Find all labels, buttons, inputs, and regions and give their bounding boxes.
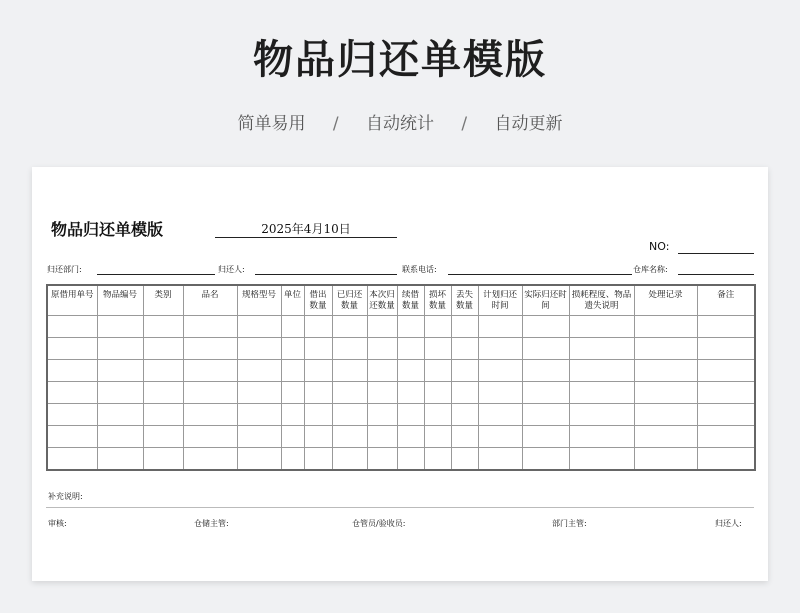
- table-cell[interactable]: [424, 382, 451, 404]
- table-cell[interactable]: [183, 360, 237, 382]
- table-cell[interactable]: [478, 382, 522, 404]
- table-cell[interactable]: [697, 448, 755, 471]
- table-cell[interactable]: [424, 316, 451, 338]
- table-cell[interactable]: [569, 360, 634, 382]
- col-category: 类别: [143, 285, 183, 316]
- table-cell[interactable]: [367, 360, 397, 382]
- table-cell[interactable]: [451, 448, 478, 471]
- table-cell[interactable]: [367, 338, 397, 360]
- table-cell[interactable]: [47, 382, 97, 404]
- table-cell[interactable]: [332, 360, 367, 382]
- table-cell[interactable]: [183, 448, 237, 471]
- table-cell[interactable]: [697, 360, 755, 382]
- table-cell[interactable]: [97, 448, 143, 471]
- table-cell[interactable]: [332, 426, 367, 448]
- table-cell[interactable]: [634, 316, 697, 338]
- table-cell[interactable]: [424, 426, 451, 448]
- warehouse-label: 仓库名称:: [633, 265, 668, 274]
- col-lost-qty: 丢失数量: [451, 285, 478, 316]
- table-cell[interactable]: [522, 382, 569, 404]
- table-cell[interactable]: [634, 448, 697, 471]
- keeper-label: 仓管员/验收员:: [352, 519, 406, 528]
- table-cell[interactable]: [478, 426, 522, 448]
- returner-field: [255, 274, 397, 275]
- table-cell[interactable]: [183, 404, 237, 426]
- dept-manager-label: 部门主管:: [552, 519, 587, 528]
- table-cell[interactable]: [47, 426, 97, 448]
- table-cell[interactable]: [143, 382, 183, 404]
- table-cell[interactable]: [281, 316, 304, 338]
- col-item-name: 品名: [183, 285, 237, 316]
- table-cell[interactable]: [143, 426, 183, 448]
- number-field: [678, 253, 754, 254]
- table-cell[interactable]: [424, 448, 451, 471]
- number-label: NO:: [649, 240, 670, 253]
- table-cell[interactable]: [424, 360, 451, 382]
- table-cell[interactable]: [569, 338, 634, 360]
- col-spec: 规格型号: [237, 285, 281, 316]
- returner-label: 归还人:: [218, 265, 245, 274]
- table-cell[interactable]: [304, 360, 332, 382]
- table-cell[interactable]: [367, 448, 397, 471]
- separator: /: [461, 114, 468, 134]
- table-cell[interactable]: [478, 360, 522, 382]
- table-row: [47, 404, 755, 426]
- table-cell[interactable]: [451, 382, 478, 404]
- table-cell[interactable]: [478, 404, 522, 426]
- table-cell[interactable]: [451, 316, 478, 338]
- table-cell[interactable]: [634, 338, 697, 360]
- table-cell[interactable]: [367, 404, 397, 426]
- table-header-row: [47, 285, 755, 316]
- table-cell[interactable]: [183, 382, 237, 404]
- warehouse-manager-label: 仓储主管:: [194, 519, 229, 528]
- signature-returner-label: 归还人:: [715, 519, 742, 528]
- table-cell[interactable]: [424, 338, 451, 360]
- table-cell[interactable]: [397, 338, 424, 360]
- table-cell[interactable]: [522, 426, 569, 448]
- table-cell[interactable]: [237, 360, 281, 382]
- col-loss-note: 损耗程度、物品遗失说明: [569, 285, 634, 316]
- table-row: [47, 360, 755, 382]
- col-orig-borrow-no: 原借用单号: [47, 285, 97, 316]
- table-cell[interactable]: [569, 404, 634, 426]
- table-cell[interactable]: [304, 448, 332, 471]
- form-sheet: [32, 167, 768, 581]
- table-cell[interactable]: [367, 426, 397, 448]
- warehouse-field: [678, 274, 754, 275]
- table-cell[interactable]: [697, 426, 755, 448]
- table-cell[interactable]: [397, 448, 424, 471]
- phone-field: [448, 274, 632, 275]
- table-cell[interactable]: [332, 448, 367, 471]
- col-renew-qty: 续借数量: [397, 285, 424, 316]
- table-cell[interactable]: [478, 448, 522, 471]
- review-label: 审核:: [48, 519, 67, 528]
- table-cell[interactable]: [634, 404, 697, 426]
- table-cell[interactable]: [569, 316, 634, 338]
- table-cell[interactable]: [47, 404, 97, 426]
- table-cell[interactable]: [569, 448, 634, 471]
- table-cell[interactable]: [304, 404, 332, 426]
- table-cell[interactable]: [697, 404, 755, 426]
- table-cell[interactable]: [397, 426, 424, 448]
- table-cell[interactable]: [237, 338, 281, 360]
- table-cell[interactable]: [697, 382, 755, 404]
- items-table: [46, 284, 756, 471]
- table-row: [47, 448, 755, 471]
- page-title: 物品归还单模版: [253, 37, 547, 83]
- table-cell[interactable]: [478, 316, 522, 338]
- table-cell[interactable]: [143, 404, 183, 426]
- table-cell[interactable]: [97, 426, 143, 448]
- table-cell[interactable]: [143, 448, 183, 471]
- table-cell[interactable]: [143, 360, 183, 382]
- table-cell[interactable]: [97, 360, 143, 382]
- table-cell[interactable]: [451, 404, 478, 426]
- col-item-no: 物品编号: [97, 285, 143, 316]
- col-damaged-qty: 损坏数量: [424, 285, 451, 316]
- table-body: [47, 316, 755, 471]
- table-cell[interactable]: [97, 338, 143, 360]
- table-cell[interactable]: [281, 404, 304, 426]
- table-row: [47, 316, 755, 338]
- table-cell[interactable]: [183, 338, 237, 360]
- table-cell[interactable]: [332, 316, 367, 338]
- table-cell[interactable]: [397, 404, 424, 426]
- col-remarks: 备注: [697, 285, 755, 316]
- table-cell[interactable]: [281, 338, 304, 360]
- table-cell[interactable]: [97, 382, 143, 404]
- table-cell[interactable]: [522, 404, 569, 426]
- table-row: [47, 382, 755, 404]
- col-lent-qty: 借出数量: [304, 285, 332, 316]
- table-cell[interactable]: [367, 316, 397, 338]
- table-cell[interactable]: [634, 360, 697, 382]
- table-cell[interactable]: [332, 382, 367, 404]
- table-cell[interactable]: [237, 426, 281, 448]
- col-handling-record: 处理记录: [634, 285, 697, 316]
- supplement-label: 补充说明:: [48, 492, 83, 501]
- date-field: 2025年4月10日: [215, 221, 397, 238]
- col-this-return-qty: 本次归还数量: [367, 285, 397, 316]
- separator: /: [332, 114, 339, 134]
- table-cell[interactable]: [569, 426, 634, 448]
- table-cell[interactable]: [304, 382, 332, 404]
- table-cell[interactable]: [451, 360, 478, 382]
- form-title: 物品归还单模版: [51, 220, 164, 239]
- table-cell[interactable]: [397, 360, 424, 382]
- table-cell[interactable]: [143, 338, 183, 360]
- table-cell[interactable]: [47, 316, 97, 338]
- table-cell[interactable]: [304, 338, 332, 360]
- table-cell[interactable]: [183, 316, 237, 338]
- table-cell[interactable]: [522, 448, 569, 471]
- table-cell[interactable]: [304, 426, 332, 448]
- table-cell[interactable]: [281, 448, 304, 471]
- feature-tagline: [0, 112, 800, 136]
- table-cell[interactable]: [237, 316, 281, 338]
- supplement-field: [46, 507, 754, 508]
- col-unit: 单位: [281, 285, 304, 316]
- table-cell[interactable]: [451, 426, 478, 448]
- table-cell[interactable]: [237, 448, 281, 471]
- table-cell[interactable]: [478, 338, 522, 360]
- table-cell[interactable]: [367, 382, 397, 404]
- feature-easy: 简单易用: [237, 114, 306, 134]
- table-cell[interactable]: [332, 404, 367, 426]
- table-cell[interactable]: [397, 316, 424, 338]
- table-cell[interactable]: [522, 316, 569, 338]
- table-row: [47, 338, 755, 360]
- table-cell[interactable]: [97, 316, 143, 338]
- table-cell[interactable]: [634, 382, 697, 404]
- table-cell[interactable]: [47, 360, 97, 382]
- table-cell[interactable]: [237, 382, 281, 404]
- table-cell[interactable]: [143, 316, 183, 338]
- table-cell[interactable]: [47, 338, 97, 360]
- table-cell[interactable]: [522, 360, 569, 382]
- table-cell[interactable]: [332, 338, 367, 360]
- table-cell[interactable]: [569, 382, 634, 404]
- table-cell[interactable]: [697, 338, 755, 360]
- return-dept-field: [97, 274, 215, 275]
- col-actual-return-time: 实际归还时间: [522, 285, 569, 316]
- table-cell[interactable]: [634, 426, 697, 448]
- table-row: [47, 426, 755, 448]
- return-dept-label: 归还部门:: [47, 265, 82, 274]
- table-cell[interactable]: [522, 338, 569, 360]
- phone-label: 联系电话:: [402, 265, 437, 274]
- table-cell[interactable]: [397, 382, 424, 404]
- feature-auto-update: 自动更新: [494, 114, 563, 134]
- table-cell[interactable]: [697, 316, 755, 338]
- table-cell[interactable]: [451, 338, 478, 360]
- col-returned-qty: 已归还数量: [332, 285, 367, 316]
- table-cell[interactable]: [47, 448, 97, 471]
- feature-auto-stats: 自动统计: [366, 114, 434, 134]
- table-cell[interactable]: [304, 316, 332, 338]
- table-cell[interactable]: [281, 382, 304, 404]
- table-cell[interactable]: [183, 426, 237, 448]
- table-cell[interactable]: [424, 404, 451, 426]
- table-cell[interactable]: [281, 426, 304, 448]
- table-cell[interactable]: [97, 404, 143, 426]
- table-cell[interactable]: [281, 360, 304, 382]
- col-planned-return-time: 计划归还时间: [478, 285, 522, 316]
- table-cell[interactable]: [237, 404, 281, 426]
